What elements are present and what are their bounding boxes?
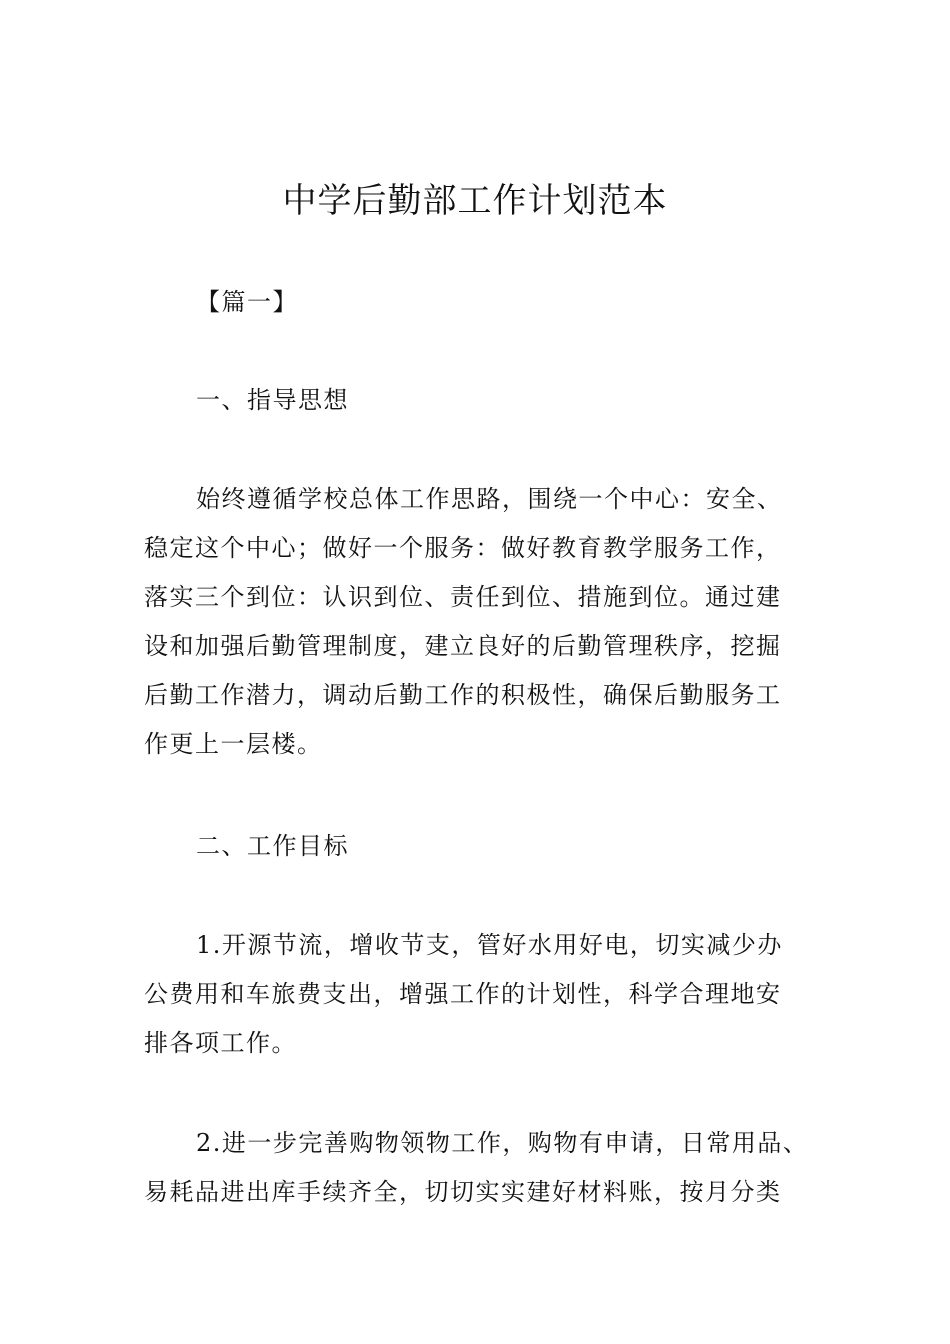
paragraph-line: 落实三个到位：认识到位、责任到位、措施到位。通过建 (144, 583, 782, 611)
paragraph-line: 稳定这个中心；做好一个服务：做好教育教学服务工作， (144, 534, 782, 562)
paragraph-line: 排各项工作。 (144, 1029, 297, 1057)
paragraph-line: 2.进一步完善购物领物工作，购物有申请，日常用品、 (196, 1129, 809, 1157)
paragraph-line: 易耗品进出库手续齐全，切切实实建好材料账，按月分类 (144, 1178, 782, 1206)
section-marker: 【篇一】 (196, 288, 298, 316)
goal-item-1 (144, 921, 820, 1068)
heading-work-goals: 二、工作目标 (196, 832, 349, 860)
paragraph-guiding-ideology (144, 475, 820, 769)
paragraph-line: 作更上一层楼。 (144, 730, 323, 758)
paragraph-line: 1.开源节流，增收节支，管好水用好电，切实减少办 (196, 931, 783, 959)
goal-item-2 (144, 1119, 820, 1217)
paragraph-line: 设和加强后勤管理制度，建立良好的后勤管理秩序，挖掘 (144, 632, 782, 660)
paragraph-line: 始终遵循学校总体工作思路，围绕一个中心：安全、 (196, 485, 783, 513)
paragraph-line: 公费用和车旅费支出，增强工作的计划性，科学合理地安 (144, 980, 782, 1008)
heading-guiding-ideology: 一、指导思想 (196, 386, 349, 414)
paragraph-line: 后勤工作潜力，调动后勤工作的积极性，确保后勤服务工 (144, 681, 782, 709)
document-title: 中学后勤部工作计划范本 (282, 181, 668, 221)
